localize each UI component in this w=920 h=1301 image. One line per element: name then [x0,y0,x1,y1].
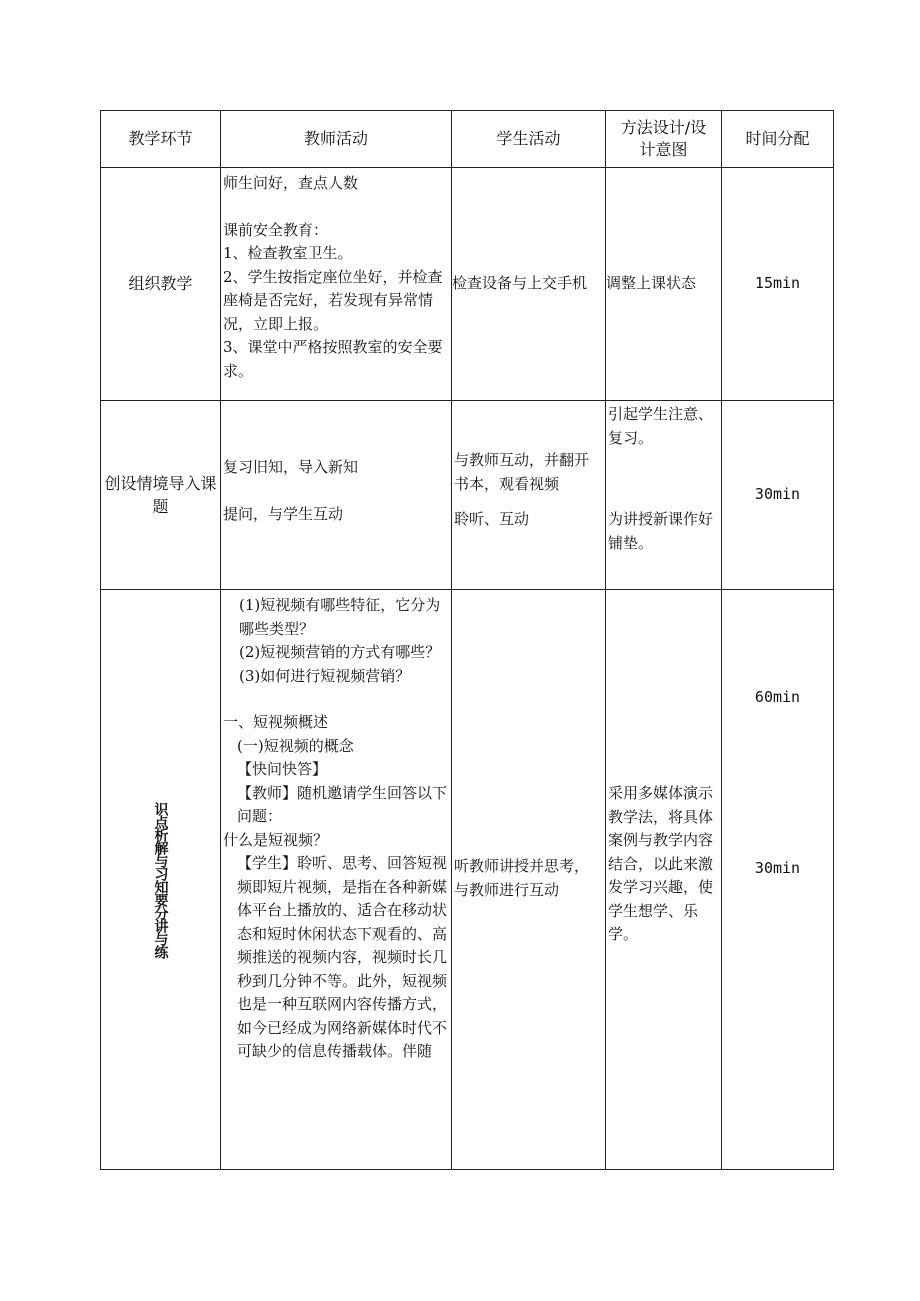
question-line: (1)短视频有哪些特征，它分为哪些类型？ [239,596,441,638]
teacher-cell [221,401,452,590]
tag-line: 【快问快答】 [237,760,328,778]
row-organize [101,168,834,401]
student-cell [452,401,606,590]
method-line: 为讲授新课作好铺垫。 [608,510,714,552]
time-cell [722,590,834,1170]
header-student: 学生活动 [452,111,606,168]
teacher-cell [221,168,452,401]
time-cell: 15min [722,168,834,401]
method-cell: 采用多媒体演示教学法，将具体案例与教学内容结合，以此来激发学习兴趣，使学生想学、乐学。 [606,590,722,1170]
method-cell [606,401,722,590]
method-line: 引起学生注意、复习。 [608,405,714,447]
teacher-line: 提问，与学生互动 [223,504,344,523]
header-method-text: 方法设计/设计意图 [620,118,707,159]
student-line: 与教师互动，并翻开书本，观看视频 [454,451,590,493]
teacher-line: 师生问好，查点人数 [223,174,359,192]
header-time: 时间分配 [722,111,834,168]
teacher-line: 1、检查教室卫生。 [223,244,353,262]
section-heading: 一、短视频概述 [223,713,329,731]
phase-text: 创设情境导入课题 [104,473,217,516]
phase-cell [101,401,221,590]
phase-vertical-text: 识点析解与习知要分讲与练 [152,801,169,958]
time-value: 30min [754,858,801,877]
teacher-line: 2、学生按指定座位坐好，并检查座椅是否完好，若发现有异常情况，立即上报。 [223,267,443,333]
header-phase: 教学环节 [101,111,221,168]
teacher-line: 3、课堂中严格按照教室的安全要求。 [223,338,443,380]
phase-cell: 组织教学 [101,168,221,401]
answer-text: 【学生】聆听、思考、回答短视频即短片视频，是指在各种新媒体平台上播放的、适合在移动状态和短时休闲状态下观看的、高频推送的视频内容，视频时长几秒到几分钟不等。此外，短视频也是一种互联网内容传播方式，如今已经成为网络新媒体时代不可缺少的信息传播载体。伴随 [237,854,448,1060]
teacher-cell [221,590,452,1170]
header-teacher: 教师活动 [221,111,452,168]
question-line: (2)短视频营销的方式有哪些？ [239,643,441,661]
question-line: (3)如何进行短视频营销？ [239,666,411,685]
subsection-heading: (一)短视频的概念 [237,736,354,755]
header-method [606,111,722,168]
row-knowledge [101,590,834,1170]
row-intro [101,401,834,590]
student-line: 聆听、互动 [454,510,530,528]
header-row [101,111,834,168]
student-cell: 听教师讲授并思考，与教师进行互动 [452,590,606,1170]
student-cell: 检查设备与上交手机 [452,168,606,401]
tag-line: 【教师】随机邀请学生回答以下问题： [237,783,448,825]
teacher-line: 复习旧知，导入新知 [223,458,359,476]
time-value: 60min [754,688,801,706]
question-line: 什么是短视频？ [223,830,329,849]
phase-cell [101,590,221,1170]
teacher-line: 课前安全教育： [223,220,329,239]
time-cell: 30min [722,401,834,590]
method-cell: 调整上课状态 [606,168,722,401]
lesson-plan-table [100,110,834,1170]
